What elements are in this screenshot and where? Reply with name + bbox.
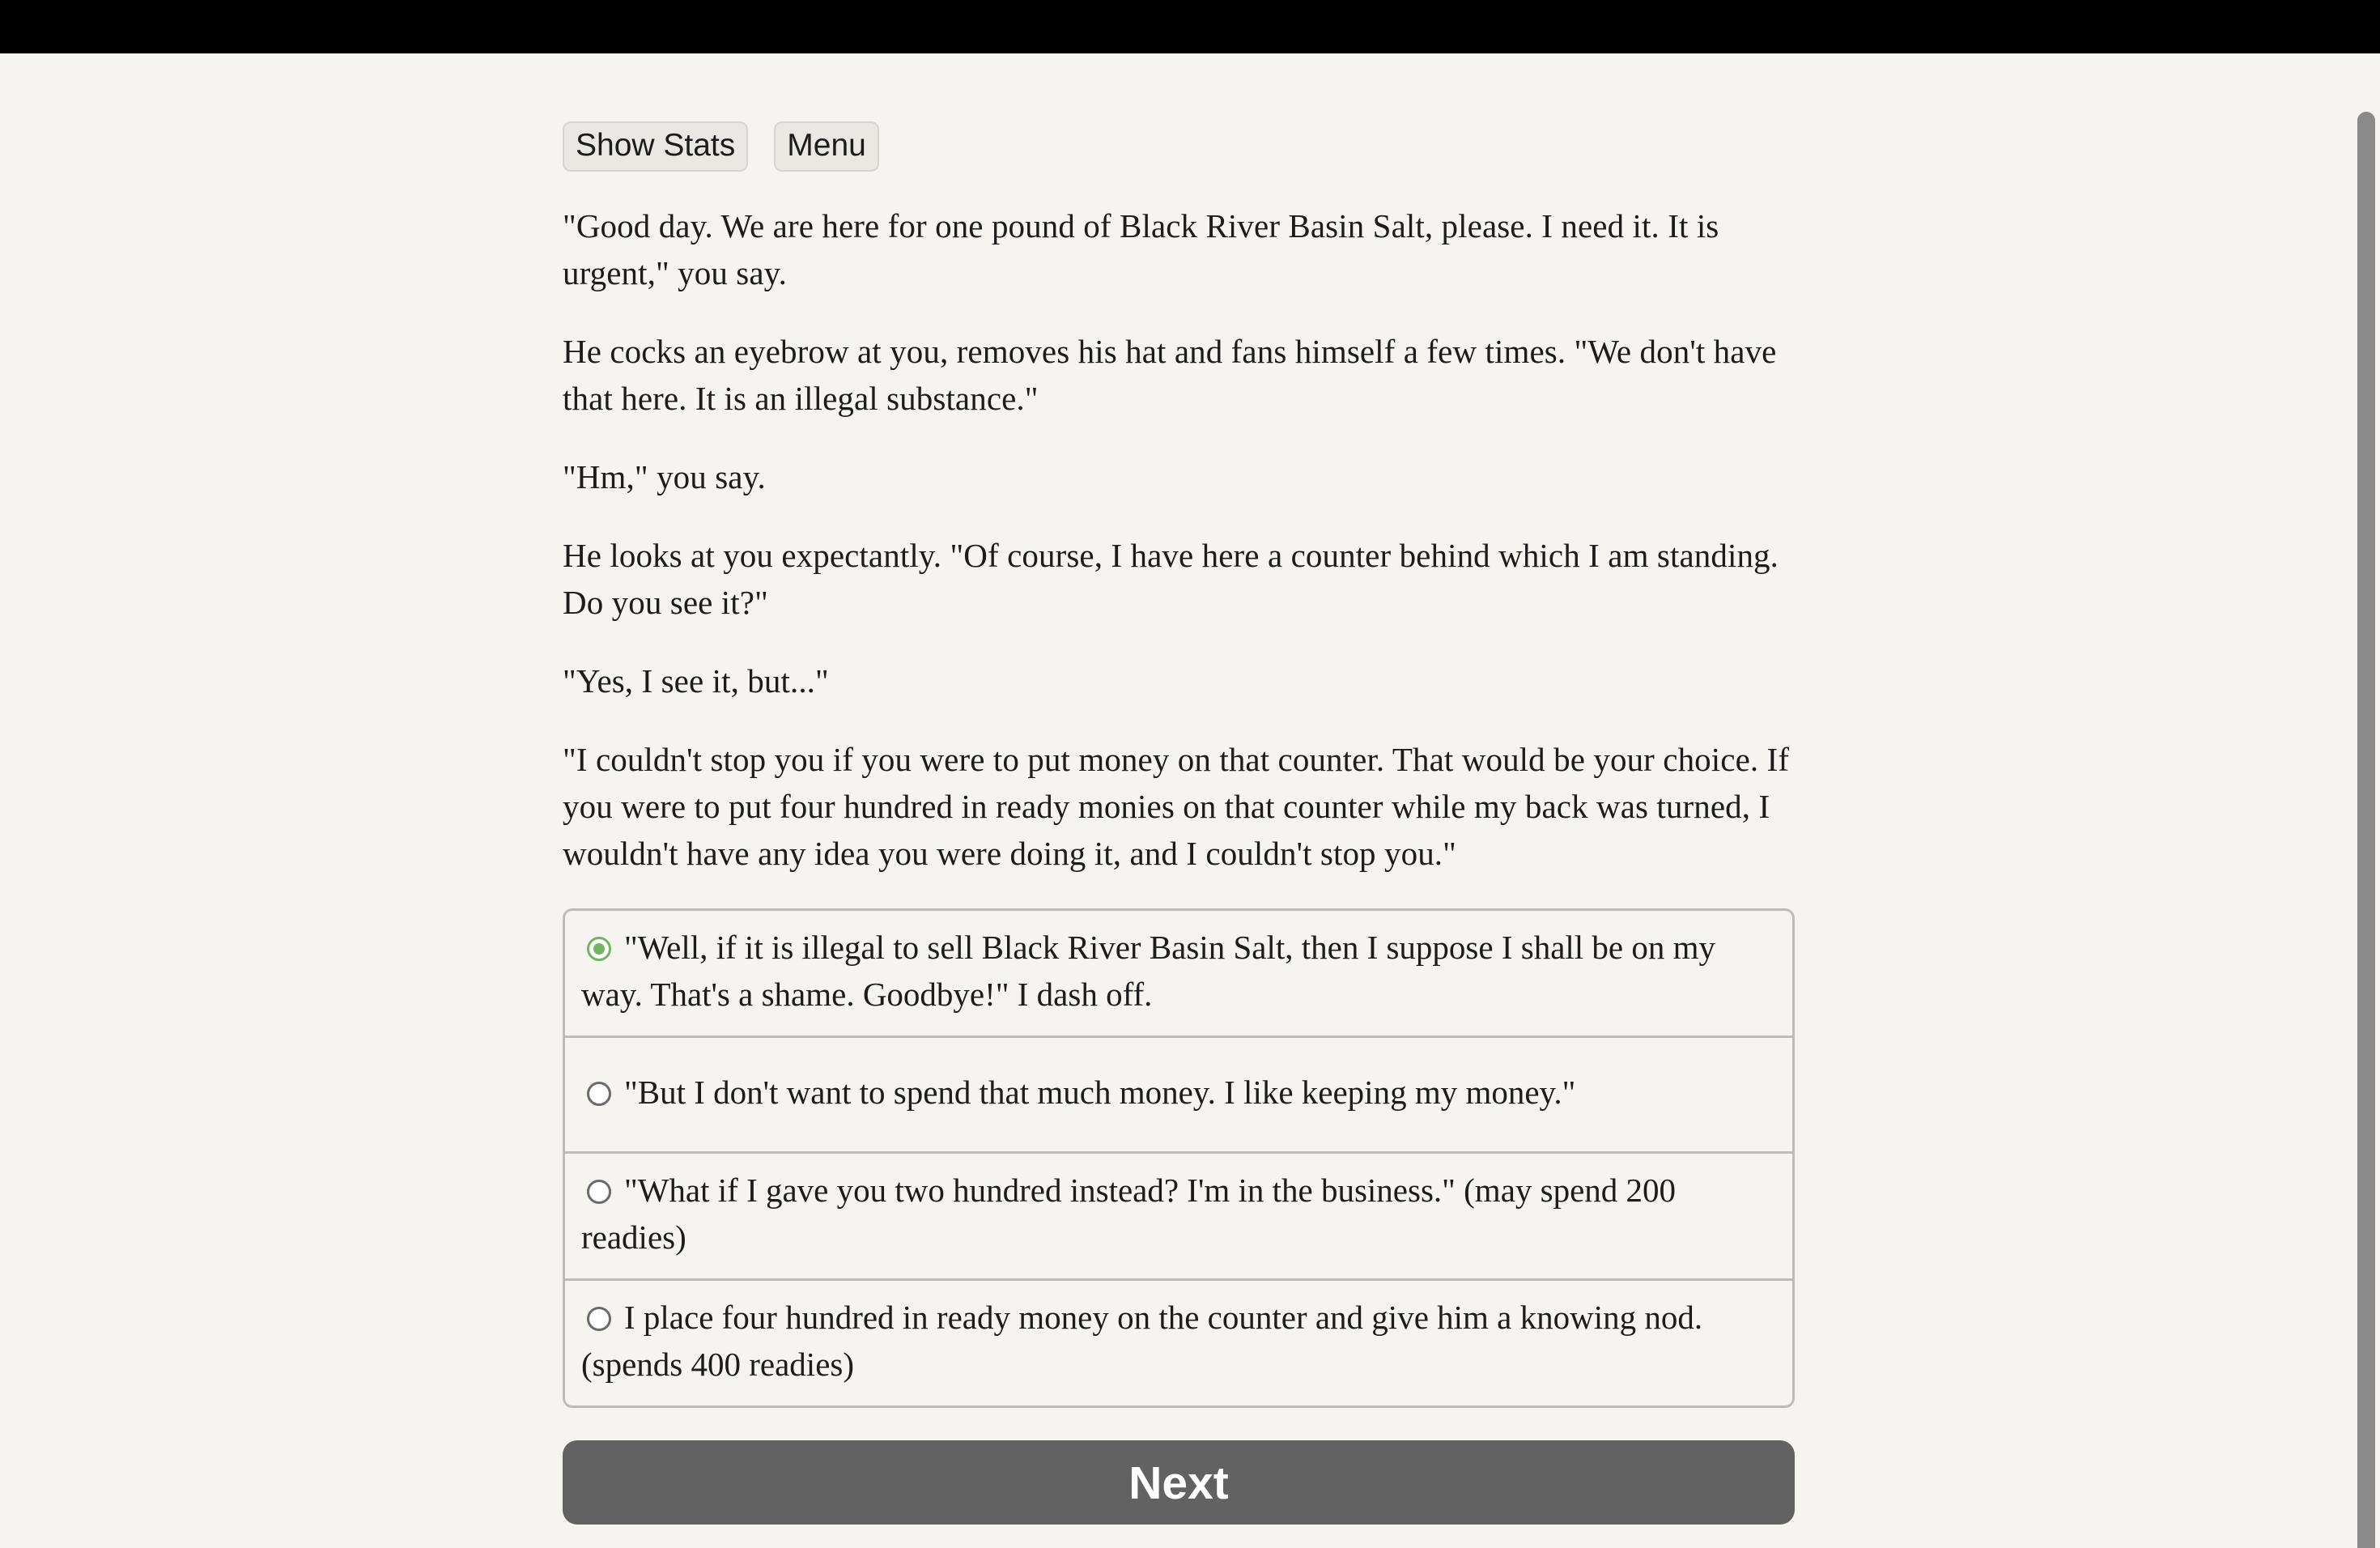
- choice-list: [563, 908, 1795, 1408]
- choice-label: "What if I gave you two hundred instead? I'm in the business." (may spend 200 readies): [581, 1172, 1677, 1256]
- scrollbar-track[interactable]: [2351, 53, 2380, 1548]
- story-text: [563, 202, 1795, 877]
- scrollbar-thumb[interactable]: [2357, 112, 2375, 1548]
- menu-button[interactable]: Menu: [774, 121, 879, 172]
- choice-label: "Well, if it is illegal to sell Black River Basin Salt, then I suppose I shall be on my way. That's a shame. Goodbye!" I dash off.: [581, 929, 1716, 1013]
- choice-option-2[interactable]: [565, 1036, 1792, 1151]
- radio-unselected-icon[interactable]: [587, 1180, 611, 1204]
- next-button[interactable]: Next: [563, 1440, 1795, 1525]
- story-paragraph: "Yes, I see it, but...": [563, 662, 829, 700]
- story-paragraph: He cocks an eyebrow at you, removes his hat and fans himself a few times. "We don't have that here. It is an illegal substance.": [563, 333, 1777, 417]
- radio-unselected-icon[interactable]: [587, 1082, 611, 1106]
- choice-option-4[interactable]: [565, 1278, 1792, 1406]
- choice-label: I place four hundred in ready money on the counter and give him a knowing nod. (spends 400 readies): [581, 1299, 1703, 1383]
- radio-selected-icon[interactable]: [587, 937, 611, 961]
- choice-label: "But I don't want to spend that much money. I like keeping my money.": [624, 1074, 1576, 1111]
- story-paragraph: "Good day. We are here for one pound of Black River Basin Salt, please. I need it. It is urgent," you say.: [563, 207, 1719, 291]
- show-stats-button[interactable]: Show Stats: [563, 121, 748, 172]
- top-bar: [0, 0, 2380, 53]
- header-buttons: [563, 121, 1795, 172]
- story-paragraph: "I couldn't stop you if you were to put money on that counter. That would be your choice. If you were to put four hundred in ready monies on that counter while my back was turned, I wouldn't have any idea you were doing it, and I couldn't stop you.": [563, 741, 1790, 872]
- choice-option-1[interactable]: [565, 911, 1792, 1036]
- game-container: [563, 121, 1795, 1525]
- choice-option-3[interactable]: [565, 1151, 1792, 1278]
- story-paragraph: He looks at you expectantly. "Of course, I have here a counter behind which I am standing. Do you see it?": [563, 537, 1779, 621]
- story-paragraph: "Hm," you say.: [563, 458, 766, 495]
- radio-unselected-icon[interactable]: [587, 1307, 611, 1331]
